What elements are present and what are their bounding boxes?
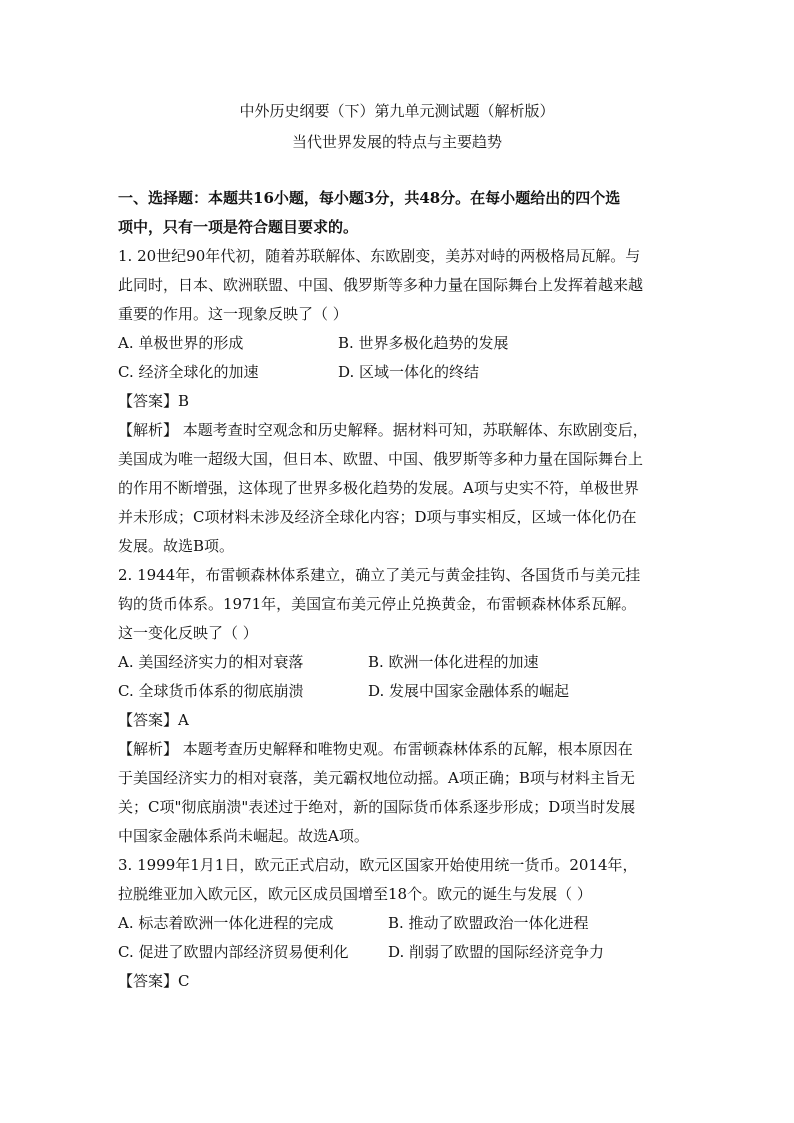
analysis-line: 于美国经济实力的相对衰落，美元霸权地位动摇。A项正确；B项与材料主旨无 (118, 769, 635, 787)
option-row (118, 677, 678, 706)
option-b: B. 世界多极化趋势的发展 (338, 334, 509, 352)
document-subtitle: 当代世界发展的特点与主要趋势 (291, 133, 502, 151)
option-row (118, 648, 678, 677)
question-stem: 钩的货币体系。1971年，美国宣布美元停止兑换黄金，布雷顿森林体系瓦解。 (118, 595, 637, 613)
document-body (118, 184, 678, 996)
question-stem: 2. 1944年，布雷顿森林体系建立，确立了美元与黄金挂钩、各国货币与美元挂 (118, 566, 641, 584)
analysis-line: 发展。故选B项。 (118, 537, 235, 555)
analysis-line: 并未形成；C项材料未涉及经济全球化内容；D项与事实相反，区域一体化仍在 (118, 508, 637, 526)
option-c: C. 全球货币体系的彻底崩溃 (118, 682, 304, 700)
question-stem: 这一变化反映了（ ） (118, 624, 258, 642)
option-row (118, 358, 678, 387)
analysis-line: 的作用不断增强，这体现了世界多极化趋势的发展。A项与史实不符，单极世界 (118, 479, 639, 497)
option-a: A. 单极世界的形成 (118, 334, 244, 352)
option-a: A. 美国经济实力的相对衰落 (118, 653, 304, 671)
option-d: D. 发展中国家金融体系的崛起 (368, 682, 570, 700)
option-c: C. 促进了欧盟内部经济贸易便利化 (118, 943, 349, 961)
question-stem: 3. 1999年1月1日，欧元正式启动，欧元区国家开始使用统一货币。2014年， (118, 856, 638, 874)
document-title: 中外历史纲要（下）第九单元测试题（解析版） (239, 102, 555, 120)
option-c: C. 经济全球化的加速 (118, 363, 259, 381)
question-stem: 拉脱维亚加入欧元区，欧元区成员国增至18个。欧元的诞生与发展（ ） (118, 885, 592, 903)
section-heading: 一、选择题：本题共16小题，每小题3分，共48分。在每小题给出的四个选 (118, 189, 621, 207)
option-b: B. 欧洲一体化进程的加速 (368, 653, 539, 671)
option-row (118, 938, 678, 967)
question-stem: 重要的作用。这一现象反映了（ ） (118, 305, 348, 323)
analysis-line: 美国成为唯一超级大国，但日本、欧盟、中国、俄罗斯等多种力量在国际舞台上 (118, 450, 644, 468)
analysis-line: 【解析】 本题考查历史解释和唯物史观。布雷顿森林体系的瓦解，根本原因在 (118, 740, 633, 758)
answer-line: 【答案】A (118, 711, 189, 729)
analysis-line: 【解析】 本题考查时空观念和历史解释。据材料可知，苏联解体、东欧剧变后， (118, 421, 648, 439)
option-row (118, 909, 678, 938)
analysis-line: 关；C项"彻底崩溃"表述过于绝对，新的国际货币体系逐步形成；D项当时发展 (118, 798, 636, 816)
section-heading: 项中，只有一项是符合题目要求的。 (118, 218, 359, 236)
option-b: B. 推动了欧盟政治一体化进程 (388, 914, 589, 932)
option-a: A. 标志着欧洲一体化进程的完成 (118, 914, 334, 932)
answer-line: 【答案】C (118, 972, 190, 990)
analysis-line: 中国家金融体系尚未崛起。故选A项。 (118, 827, 369, 845)
question-stem: 此同时，日本、欧洲联盟、中国、俄罗斯等多种力量在国际舞台上发挥着越来越 (118, 276, 644, 294)
option-d: D. 区域一体化的终结 (338, 363, 480, 381)
question-stem: 1. 20世纪90年代初，随着苏联解体、东欧剧变，美苏对峙的两极格局瓦解。与 (118, 247, 641, 265)
answer-line: 【答案】B (118, 392, 190, 410)
option-row (118, 329, 678, 358)
option-d: D. 削弱了欧盟的国际经济竞争力 (388, 943, 605, 961)
